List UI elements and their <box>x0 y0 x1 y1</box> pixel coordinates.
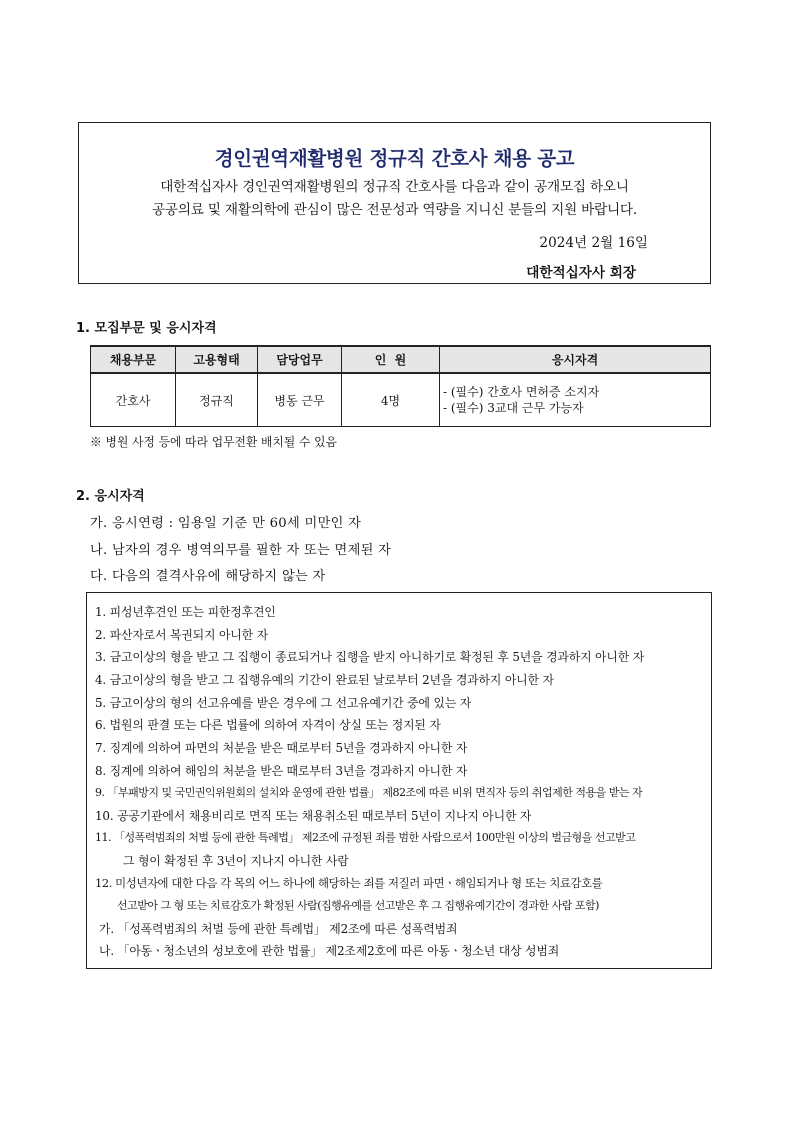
disqualification-subitem: 나. 「아동ㆍ청소년의 성보호에 관한 법률」 제2조제2호에 따른 아동ㆍ청소년 대상 성범죄 <box>99 944 560 958</box>
disqualification-item: 2. 파산자로서 복권되지 아니한 자 <box>95 628 268 642</box>
header-employment-type: 고용형태 <box>176 346 258 373</box>
disqualification-item: 10. 공공기관에서 채용비리로 면직 또는 채용취소된 때로부터 5년이 지나지 아니한 자 <box>95 809 532 823</box>
notice-signature: 대한적십자사 회장 <box>526 265 636 281</box>
table-row <box>91 373 711 427</box>
recruitment-table <box>90 345 711 427</box>
disqualification-item-continued: 선고받아 그 형 또는 치료감호가 확정된 사람(집행유예를 선고받은 후 그 집행유예기간이 경과한 사람 포함) <box>117 899 599 912</box>
table-header-row <box>91 346 711 373</box>
cell-duty: 병동 근무 <box>258 373 342 427</box>
header-qualification: 응시자격 <box>440 346 711 373</box>
disqualification-box <box>86 592 712 969</box>
cell-department: 간호사 <box>91 373 176 427</box>
header-department: 채용부문 <box>91 346 176 373</box>
disqualification-item: 3. 금고이상의 형을 받고 그 집행이 종료되거나 집행을 받지 아니하기로 확정된 후 5년을 경과하지 아니한 자 <box>95 650 645 664</box>
disqualification-item: 9. 「부패방지 및 국민권익위원회의 설치와 운영에 관한 법률」 제82조에 따른 비위 면직자 등의 취업제한 적용을 받는 자 <box>95 786 643 799</box>
requirement-disqualification: 다. 다음의 결격사유에 해당하지 않는 자 <box>90 569 326 584</box>
header-duty: 담당업무 <box>258 346 342 373</box>
notice-title: 경인권역재활병원 정규직 간호사 채용 공고 <box>214 147 575 170</box>
section2-title: 2. 응시자격 <box>76 489 145 504</box>
disqualification-item: 6. 법원의 판결 또는 다른 법률에 의하여 자격이 상실 또는 정지된 자 <box>95 718 441 732</box>
section1-title: 1. 모집부문 및 응시자격 <box>76 321 217 336</box>
requirement-military: 나. 남자의 경우 병역의무를 필한 자 또는 면제된 자 <box>90 543 392 558</box>
cell-employment-type: 정규직 <box>176 373 258 427</box>
cell-qualification <box>440 373 711 427</box>
disqualification-item-continued: 그 형이 확정된 후 3년이 지나지 아니한 사람 <box>123 854 349 868</box>
disqualification-item: 4. 금고이상의 형을 받고 그 집행유예의 기간이 완료된 날로부터 2년을 경과하지 아니한 자 <box>95 673 554 687</box>
placement-note: ※ 병원 사정 등에 따라 업무전환 배치될 수 있음 <box>90 435 337 449</box>
cell-headcount: 4명 <box>342 373 440 427</box>
notice-intro-line2: 공공의료 및 재활의학에 관심이 많은 전문성과 역량을 지니신 분들의 지원 바랍니다. <box>151 202 637 218</box>
notice-date: 2024년 2월 16일 <box>539 235 648 251</box>
disqualification-subitem: 가. 「성폭력범죄의 처벌 등에 관한 특례법」 제2조에 따른 성폭력범죄 <box>99 922 458 936</box>
notice-header-box <box>78 122 711 284</box>
disqualification-item: 12. 미성년자에 대한 다음 각 목의 어느 하나에 해당하는 죄를 저질러 파면ㆍ해임되거나 형 또는 치료감호를 <box>95 876 603 890</box>
qualification-2: - (필수) 3교대 근무 가능자 <box>443 401 584 415</box>
header-headcount: 인 원 <box>342 346 440 373</box>
qualification-1: - (필수) 간호사 면허증 소지자 <box>443 385 600 399</box>
notice-intro-line1: 대한적십자사 경인권역재활병원의 정규직 간호사를 다음과 같이 공개모집 하오니 <box>160 179 629 195</box>
disqualification-item: 8. 징계에 의하여 해임의 처분을 받은 때로부터 3년을 경과하지 아니한 자 <box>95 764 468 778</box>
disqualification-item: 7. 징계에 의하여 파면의 처분을 받은 때로부터 5년을 경과하지 아니한 자 <box>95 741 468 755</box>
requirement-age: 가. 응시연령 : 임용일 기준 만 60세 미만인 자 <box>90 516 362 531</box>
disqualification-item: 1. 피성년후견인 또는 피한정후견인 <box>95 605 276 619</box>
disqualification-item: 11. 「성폭력범죄의 처벌 등에 관한 특례법」 제2조에 규정된 죄를 범한 사람으로서 100만원 이상의 벌금형을 선고받고 <box>95 831 636 844</box>
disqualification-item: 5. 금고이상의 형의 선고유예를 받은 경우에 그 선고유예기간 중에 있는 자 <box>95 696 472 710</box>
